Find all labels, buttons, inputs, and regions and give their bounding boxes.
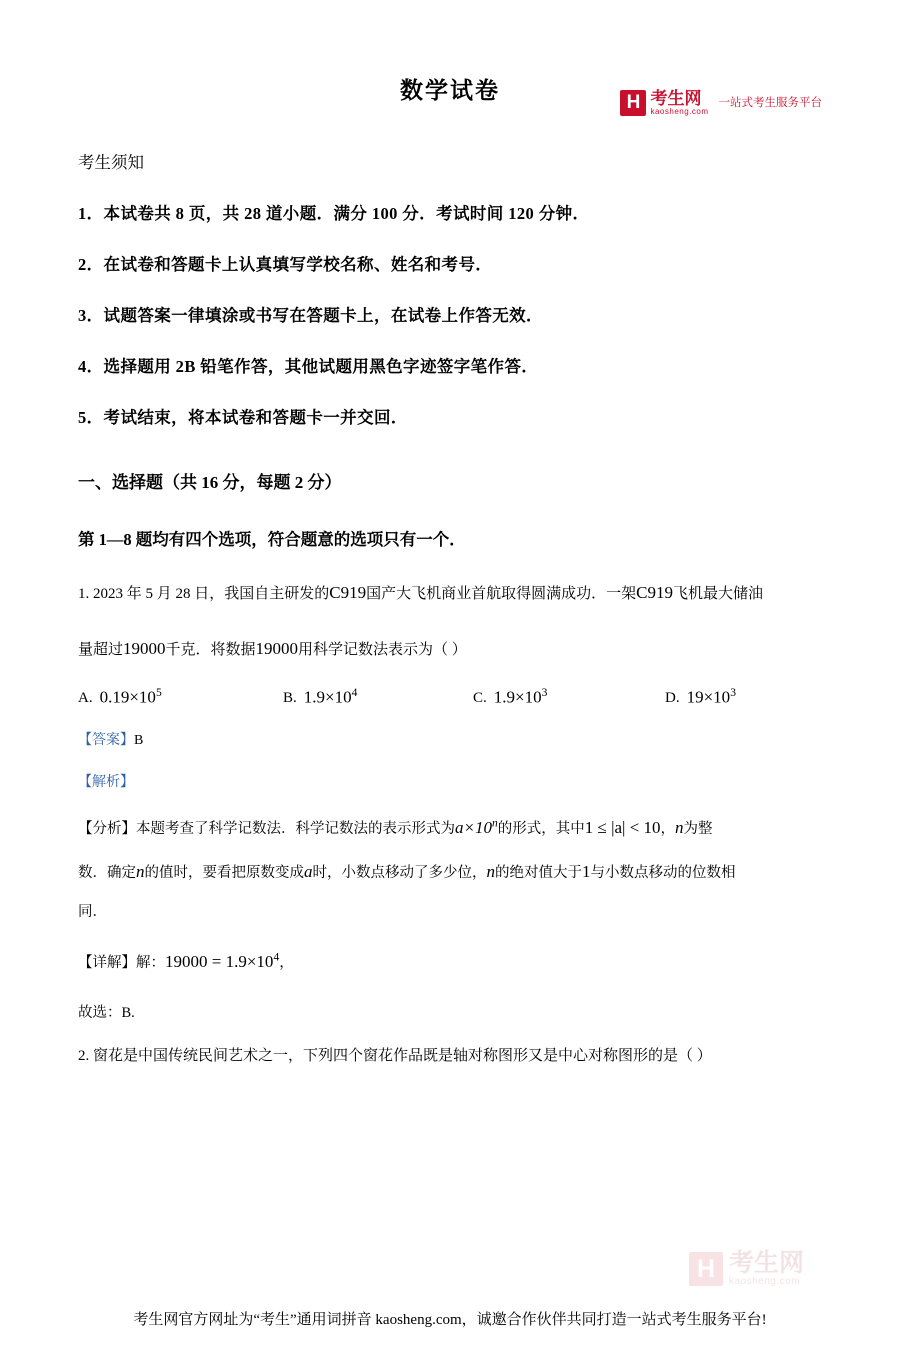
- fenxi-l2-d: 的绝对值大于: [495, 864, 582, 881]
- fenxi-var-a: a: [304, 861, 313, 881]
- fenxi-num-1: 1: [582, 861, 591, 881]
- detail-comma: ，: [279, 954, 294, 971]
- watermark-en: kaosheng.com: [728, 1275, 801, 1287]
- notice-item: 4．选择题用 2B 铅笔作答，其他试题用黑色字迹签字笔作答．: [78, 357, 539, 376]
- question-1-line-1: [78, 580, 822, 606]
- fenxi-var-n-2: n: [136, 861, 145, 881]
- logo-text: [650, 90, 708, 116]
- option-c[interactable]: [473, 686, 665, 708]
- option-a[interactable]: [78, 686, 283, 708]
- answer-tag: 【答案】: [78, 733, 134, 749]
- question-1-line-2: [78, 636, 822, 662]
- notice-item: 5．考试结束，将本试卷和答题卡一并交回．: [78, 408, 408, 427]
- option-b-value: $1.9\times 10^4$: [303, 685, 358, 707]
- fenxi-text-c: ，: [660, 821, 676, 838]
- option-a-label: A.: [78, 690, 93, 707]
- question-1-options: [78, 686, 822, 708]
- fenxi-l2-c: 时，小数点移动了多少位，: [312, 864, 487, 881]
- fenxi-tag: 【分析】: [78, 821, 136, 838]
- analysis-line: [78, 771, 822, 791]
- q1-l2-a: 量超过: [78, 642, 124, 659]
- q1-c919-1: C919: [329, 583, 367, 602]
- option-c-value: $1.9\times 10^3$: [493, 685, 548, 707]
- option-a-value: $0.19\times 10^5$: [99, 685, 162, 707]
- watermark-mark-icon: H: [689, 1252, 723, 1286]
- notice-item: 3．试题答案一律填涂或书写在答题卡上，在试卷上作答无效．: [78, 306, 543, 325]
- fenxi-text-d: 为整: [683, 821, 713, 838]
- option-b[interactable]: [283, 686, 473, 708]
- question-2: 2. 窗花是中国传统民间艺术之一，下列四个窗花作品既是轴对称图形又是中心对称图形的是（ ）: [78, 1048, 712, 1065]
- logo-text-cn: 考生网: [650, 88, 702, 108]
- q1-l2-c: 用科学记数法表示为（ ）: [298, 642, 467, 659]
- analysis-paragraph-1: [78, 814, 822, 841]
- analysis-tag: 【解析】: [78, 775, 134, 791]
- q1-number-1: 19000: [123, 639, 166, 659]
- watermark-text: [729, 1250, 804, 1287]
- option-d-label: D.: [665, 690, 680, 707]
- document-page: [0, 72, 900, 1345]
- option-d-value: $19\times 10^3$: [686, 685, 736, 707]
- option-d[interactable]: [665, 686, 815, 708]
- detail-paragraph: [78, 948, 822, 975]
- detail-math: $19000 = 1.9\times 10^4$: [165, 950, 280, 971]
- fenxi-inequality: 1 ≤ |a| < 10: [584, 818, 661, 838]
- section-heading: 一、选择题（共 16 分，每题 2 分）: [78, 473, 342, 492]
- analysis-paragraph-2: [78, 858, 822, 885]
- fenxi-l2-b: 的值时，要看把原数变成: [144, 864, 304, 881]
- watermark: [689, 1250, 804, 1287]
- notice-heading: 考生须知: [78, 153, 144, 172]
- answer-line: [78, 729, 822, 749]
- q1-l2-b: 千克．将数据: [165, 642, 256, 659]
- logo-mark-icon: H: [620, 90, 646, 116]
- fenxi-l2-e: 与小数点移动的位数相: [590, 864, 736, 881]
- q1-number-2: 19000: [255, 639, 299, 659]
- analysis-paragraph-3: 同．: [78, 903, 107, 920]
- notice-item: 2．在试卷和答题卡上认真填写学校名称、姓名和考号．: [78, 255, 493, 274]
- logo-tagline: 一站式考生服务平台: [718, 97, 822, 109]
- fenxi-math-a: $a\times 10^n$: [455, 816, 498, 838]
- footer-text: 考生网官方网址为“考生”通用词拼音 kaosheng.com，诚邀合作伙伴共同打造一站式考生服务平台!: [133, 1312, 767, 1328]
- section-subheading: 第 1—8 题均有四个选项，符合题意的选项只有一个．: [78, 530, 466, 549]
- q1-c919-2: C919: [636, 583, 673, 602]
- detail-tag: 【详解】: [78, 954, 136, 971]
- site-logo: [620, 86, 822, 120]
- q1-text-b: 国产大飞机商业首航取得圆满成功．一架: [366, 586, 637, 602]
- fenxi-var-n-3: n: [486, 861, 495, 881]
- page-title: 数学试卷: [400, 78, 500, 103]
- option-c-label: C.: [473, 690, 487, 707]
- choose-line: 故选：B.: [78, 1005, 135, 1022]
- q1-text-c: 飞机最大储油: [672, 586, 763, 602]
- q1-text-a: 1. 2023 年 5 月 28 日，我国自主研发的: [78, 586, 330, 602]
- fenxi-var-n-1: n: [675, 818, 684, 838]
- logo-text-en: kaosheng.com: [650, 106, 709, 116]
- fenxi-l2-a: 数．确定: [78, 864, 136, 881]
- fenxi-text-b: 的形式，其中: [497, 821, 585, 838]
- watermark-cn: 考生网: [728, 1249, 804, 1278]
- fenxi-text-a: 本题考查了科学记数法．科学记数法的表示形式为: [136, 821, 455, 838]
- notice-item: 1．本试卷共 8 页，共 28 道小题．满分 100 分．考试时间 120 分钟．: [78, 204, 590, 223]
- answer-value: B: [134, 733, 144, 749]
- detail-text: 解：: [136, 954, 165, 971]
- option-b-label: B.: [283, 690, 297, 707]
